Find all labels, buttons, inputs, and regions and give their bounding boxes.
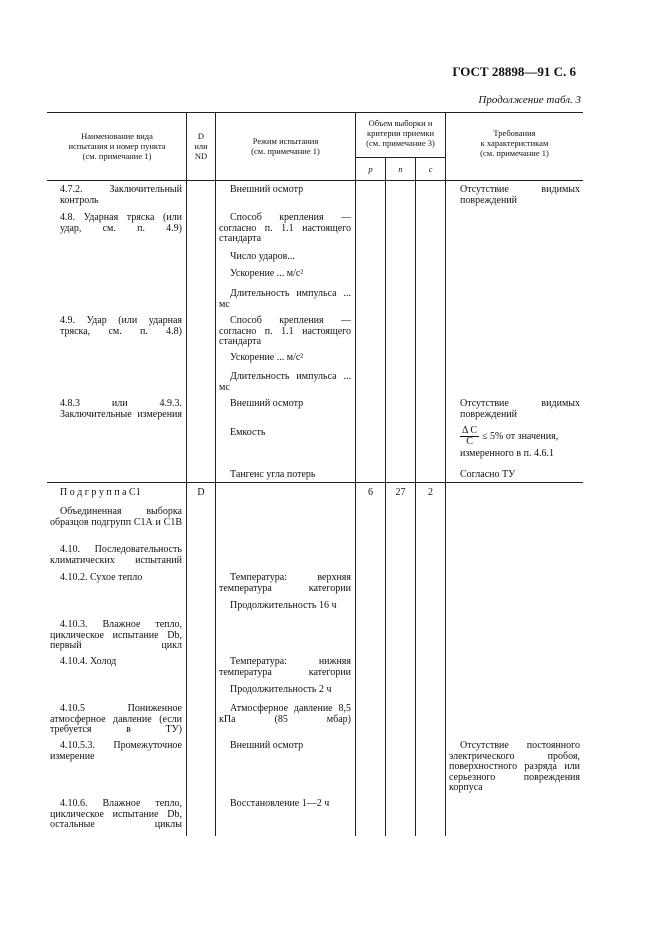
subgroup-c1-d: D bbox=[197, 487, 205, 498]
col-rule-1 bbox=[186, 112, 187, 836]
header-c: c bbox=[428, 164, 433, 174]
continuation-label: Продолжение табл. 3 bbox=[478, 94, 581, 106]
row-48-mode-1: Способ крепления — согласно п. 1.1 настоящего стандарта bbox=[219, 212, 351, 244]
row-4102-mode-1: Температура: верхняя температура категории bbox=[219, 572, 351, 594]
row-4103-name: 4.10.3. Влажное тепло, циклическое испытание Db, первый цикл bbox=[50, 619, 182, 651]
row-4102-mode-2: Продолжительность 16 ч bbox=[230, 600, 337, 611]
subgroup-c1-c: 2 bbox=[428, 487, 433, 498]
row-472-req: Отсутствие видимых повреждений bbox=[460, 184, 580, 206]
row-483-mode-2: Емкость bbox=[230, 427, 266, 438]
row-4105-name: 4.10.5 Пониженное атмосферное давление (если требуется в ТУ) bbox=[50, 703, 182, 735]
group-rule bbox=[47, 482, 583, 483]
row-49-mode-2: Ускорение ... м/с² bbox=[230, 352, 304, 363]
row-472-name: 4.7.2. Заключительный контроль bbox=[60, 184, 182, 206]
header-name: Наименование вида испытания и номер пункта (см. примечание 1) bbox=[68, 131, 166, 161]
row-472-mode: Внешний осмотр bbox=[230, 184, 304, 195]
row-483-mode-1: Внешний осмотр bbox=[230, 398, 304, 409]
row-483-req-2: $\frac{\text{Δ C}}{C}$ ≤ 5% от значения, измеренного в п. 4.6.1 bbox=[460, 425, 559, 459]
subgroup-c1-combined: Объединенная выборка образцов подгрупп С1А и С1В bbox=[50, 506, 182, 528]
table-top-rule bbox=[47, 112, 583, 113]
row-4104-mode-2: Продолжительность 2 ч bbox=[230, 684, 332, 695]
col-rule-2 bbox=[215, 112, 216, 836]
row-49-mode-3: Длительность импульса ... мс bbox=[219, 371, 351, 393]
row-4105-mode: Атмосферное давление 8,5 кПа (85 мбар) bbox=[219, 703, 351, 725]
row-483-name: 4.8.3 или 4.9.3. Заключительные измерения bbox=[60, 398, 182, 420]
header-requirements: Требования к характеристикам (см. примечание 1) bbox=[480, 128, 549, 158]
header-sample: Объем выборки и критерии приемки (см. примечание 3) bbox=[366, 118, 435, 148]
header-p: p bbox=[368, 164, 373, 174]
col-rule-6 bbox=[445, 112, 446, 836]
row-48-mode-4: Длительность импульса ... мс bbox=[219, 288, 351, 310]
header-n: n bbox=[398, 164, 403, 174]
header-bottom-rule bbox=[47, 180, 583, 181]
row-483-req-1: Отсутствие видимых повреждений bbox=[460, 398, 580, 420]
row-49-name: 4.9. Удар (или ударная тряска, см. п. 4.8) bbox=[60, 315, 182, 337]
page-header: ГОСТ 28898—91 С. 6 bbox=[452, 64, 576, 79]
row-4102-name: 4.10.2. Сухое тепло bbox=[60, 572, 143, 583]
row-4104-name: 4.10.4. Холод bbox=[60, 656, 117, 667]
row-49-mode-1: Способ крепления — согласно п. 1.1 настоящего стандарта bbox=[219, 315, 351, 347]
row-41053-req: Отсутствие постоянного электрического пробоя, поверхностного разряда или серьезного повреждения корпуса bbox=[449, 740, 580, 793]
col-rule-3 bbox=[355, 112, 356, 836]
row-41053-mode: Внешний осмотр bbox=[230, 740, 304, 751]
sample-sub-rule bbox=[356, 157, 446, 158]
row-483-req-3: Согласно ТУ bbox=[460, 469, 516, 480]
row-4106-mode: Восстановление 1—2 ч bbox=[230, 798, 330, 809]
row-48-name: 4.8. Ударная тряска (или удар, см. п. 4.9) bbox=[60, 212, 182, 234]
subgroup-c1-title: П о д г р у п п а С1 bbox=[60, 487, 141, 498]
delta-c-fraction: $\frac{\text{Δ C}}{C}$ bbox=[462, 425, 478, 447]
header-d: D или ND bbox=[194, 131, 208, 161]
row-48-mode-3: Ускорение ... м/с² bbox=[230, 268, 304, 279]
row-483-mode-3: Тангенс угла потерь bbox=[230, 469, 316, 480]
row-410-name: 4.10. Последовательность климатических испытаний bbox=[50, 544, 182, 566]
row-48-mode-2: Число ударов... bbox=[230, 251, 295, 262]
row-41053-name: 4.10.5.3. Промежуточное измерение bbox=[50, 740, 182, 762]
subgroup-c1-p: 6 bbox=[368, 487, 373, 498]
row-4104-mode-1: Температура: нижняя температура категории bbox=[219, 656, 351, 678]
subgroup-c1-n: 27 bbox=[395, 487, 406, 498]
row-4106-name: 4.10.6. Влажное тепло, циклическое испытание Db, остальные циклы bbox=[50, 798, 182, 830]
header-mode: Режим испытания (см. примечание 1) bbox=[251, 136, 320, 156]
